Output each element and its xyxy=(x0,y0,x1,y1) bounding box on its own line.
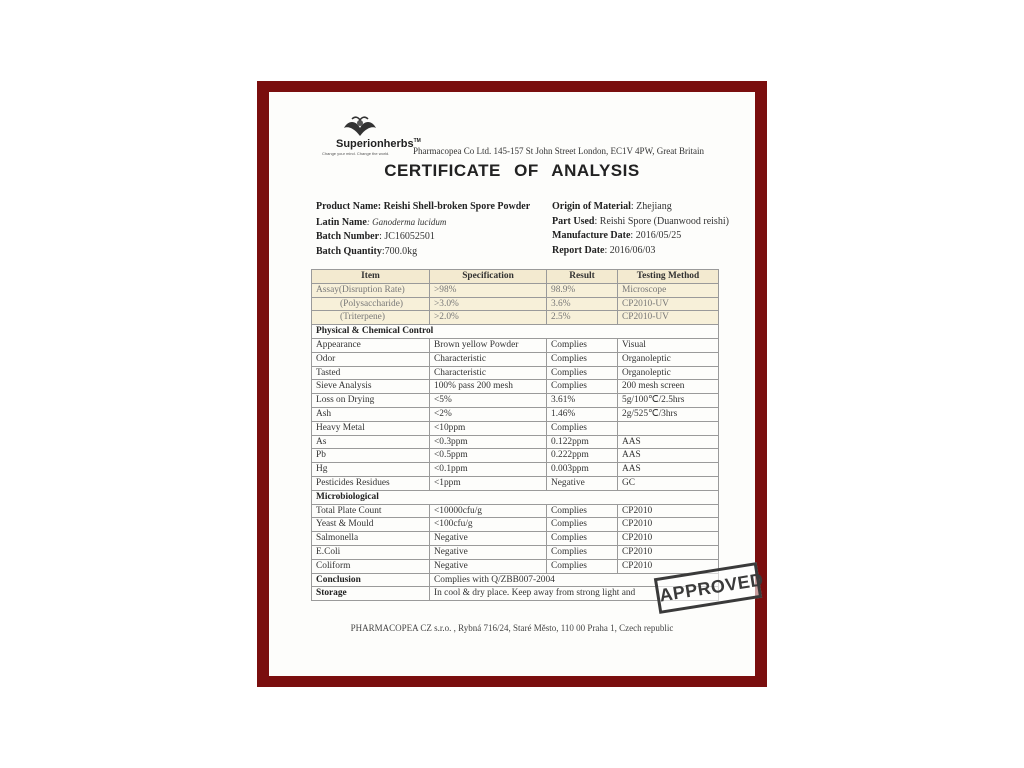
table-row xyxy=(312,421,719,435)
table-cell: CP2010 xyxy=(618,559,719,573)
table-cell: 100% pass 200 mesh xyxy=(430,380,547,394)
row-value: In cool & dry place. Keep away from strong light and xyxy=(430,587,719,601)
batch-quantity-row: Batch Quantity:700.0kg xyxy=(316,245,418,257)
table-cell: <0.3ppm xyxy=(430,435,547,449)
table-row xyxy=(312,518,719,532)
table-cell: CP2010 xyxy=(618,504,719,518)
table-cell: E.Coli xyxy=(312,545,430,559)
table-row xyxy=(312,545,719,559)
table-cell: <0.1ppm xyxy=(430,463,547,477)
table-cell: CP2010 xyxy=(618,545,719,559)
table-row xyxy=(312,504,719,518)
origin-row: Origin of Material: Zhejiang xyxy=(552,201,672,212)
page-title: CERTIFICATE OF ANALYSIS xyxy=(384,161,640,180)
company-address: Pharmacopea Co Ltd. 145-157 St John Street London, EC1V 4PW, Great Britain xyxy=(413,146,704,156)
table-cell: AAS xyxy=(618,449,719,463)
table-cell: Characteristic xyxy=(430,366,547,380)
table-cell: Complies xyxy=(547,380,618,394)
table-cell: <100cfu/g xyxy=(430,518,547,532)
table-header-row xyxy=(312,270,719,284)
row-label: Storage xyxy=(312,587,430,601)
table-row xyxy=(312,559,719,573)
table-cell: Complies xyxy=(547,338,618,352)
product-name-row: Product Name: Reishi Shell-broken Spore Powder xyxy=(316,201,531,212)
table-cell: 3.61% xyxy=(547,394,618,408)
footer-address: PHARMACOPEA CZ s.r.o. , Rybná 716/24, Staré Město, 110 00 Praha 1, Czech republic xyxy=(350,623,674,633)
table-cell: Loss on Drying xyxy=(312,394,430,408)
column-header: Result xyxy=(547,270,618,284)
report-date-row: Report Date: 2016/06/03 xyxy=(552,244,656,256)
table-cell: GC xyxy=(618,476,719,490)
table-cell: CP2010 xyxy=(618,518,719,532)
table-cell: Visual xyxy=(618,338,719,352)
table-cell: Salmonella xyxy=(312,532,430,546)
table-cell: Negative xyxy=(430,532,547,546)
table-cell: Sieve Analysis xyxy=(312,380,430,394)
table-cell: CP2010 xyxy=(618,532,719,546)
table-row xyxy=(312,476,719,490)
row-label: Conclusion xyxy=(312,573,430,587)
table-cell: 200 mesh screen xyxy=(618,380,719,394)
approved-stamp: APPROVED xyxy=(654,562,762,614)
table-cell: Organoleptic xyxy=(618,366,719,380)
product-info-left xyxy=(316,200,530,259)
table-cell: Odor xyxy=(312,352,430,366)
table-cell: 1.46% xyxy=(547,407,618,421)
product-info-right xyxy=(552,200,729,258)
table-cell: <10ppm xyxy=(430,421,547,435)
table-cell: As xyxy=(312,435,430,449)
table-row xyxy=(312,532,719,546)
table-cell: <10000cfu/g xyxy=(430,504,547,518)
table-cell: Coliform xyxy=(312,559,430,573)
section-row-micro xyxy=(312,490,719,504)
table-cell: Complies xyxy=(547,518,618,532)
table-cell: Hg xyxy=(312,463,430,477)
column-header: Item xyxy=(312,270,430,284)
table-cell: Appearance xyxy=(312,338,430,352)
table-cell: Complies xyxy=(547,559,618,573)
table-row xyxy=(312,449,719,463)
table-cell: Organoleptic xyxy=(618,352,719,366)
table-row xyxy=(312,338,719,352)
table-cell xyxy=(618,421,719,435)
latin-name-row: Latin Name: Ganoderma lucidum xyxy=(316,216,447,228)
column-header: Testing Method xyxy=(618,270,719,284)
table-cell: 0.222ppm xyxy=(547,449,618,463)
table-row xyxy=(312,394,719,408)
company-logo xyxy=(322,116,421,156)
logo-wordmark: Superionherbs™ xyxy=(336,138,421,150)
table-row xyxy=(312,380,719,394)
table-cell: 2g/525℃/3hrs xyxy=(618,407,719,421)
table-cell: Heavy Metal xyxy=(312,421,430,435)
table-cell: Complies xyxy=(547,366,618,380)
batch-number-row: Batch Number: JC16052501 xyxy=(316,231,435,243)
table-cell: Brown yellow Powder xyxy=(430,338,547,352)
row-value: Complies with Q/ZBB007-2004 xyxy=(430,573,719,587)
part-used-row: Part Used: Reishi Spore (Duanwood reishi) xyxy=(552,215,729,227)
table-row xyxy=(312,435,719,449)
table-cell: Pb xyxy=(312,449,430,463)
table-cell: Complies xyxy=(547,352,618,366)
table-cell: <5% xyxy=(430,394,547,408)
table-cell: <0.5ppm xyxy=(430,449,547,463)
section-row-physical: Physical & Chemical Control xyxy=(312,325,719,339)
table-row xyxy=(312,366,719,380)
table-cell: Negative xyxy=(547,476,618,490)
table-row: Assay(Disruption Rate) >98% 98.9% Microscope xyxy=(312,283,719,297)
leaf-logo-icon xyxy=(340,116,380,138)
column-header: Specification xyxy=(430,270,547,284)
table-cell: AAS xyxy=(618,463,719,477)
table-cell: Yeast & Mould xyxy=(312,518,430,532)
table-cell: Total Plate Count xyxy=(312,504,430,518)
manufacture-date-row: Manufacture Date: 2016/05/25 xyxy=(552,230,682,242)
table-row xyxy=(312,463,719,477)
table-row: (Triterpene) >2.0% 2.5% CP2010-UV xyxy=(312,311,719,325)
table-row: (Polysaccharide) >3.0% 3.6% CP2010-UV xyxy=(312,297,719,311)
table-cell: Negative xyxy=(430,545,547,559)
analysis-table xyxy=(311,269,719,601)
table-cell: AAS xyxy=(618,435,719,449)
table-row xyxy=(312,352,719,366)
table-cell: Characteristic xyxy=(430,352,547,366)
table-cell: Pesticides Residues xyxy=(312,476,430,490)
table-cell: Ash xyxy=(312,407,430,421)
table-cell: <1ppm xyxy=(430,476,547,490)
table-cell: 0.122ppm xyxy=(547,435,618,449)
table-row xyxy=(312,407,719,421)
section-label: Microbiological xyxy=(312,490,719,504)
table-cell: Tasted xyxy=(312,366,430,380)
table-cell: Complies xyxy=(547,421,618,435)
table-cell: 0.003ppm xyxy=(547,463,618,477)
table-cell: 5g/100℃/2.5hrs xyxy=(618,394,719,408)
table-cell: Complies xyxy=(547,545,618,559)
logo-tagline: Change your mind. Change the world. xyxy=(322,151,390,156)
table-cell: Complies xyxy=(547,504,618,518)
table-cell: <2% xyxy=(430,407,547,421)
table-cell: Negative xyxy=(430,559,547,573)
table-cell: Complies xyxy=(547,532,618,546)
